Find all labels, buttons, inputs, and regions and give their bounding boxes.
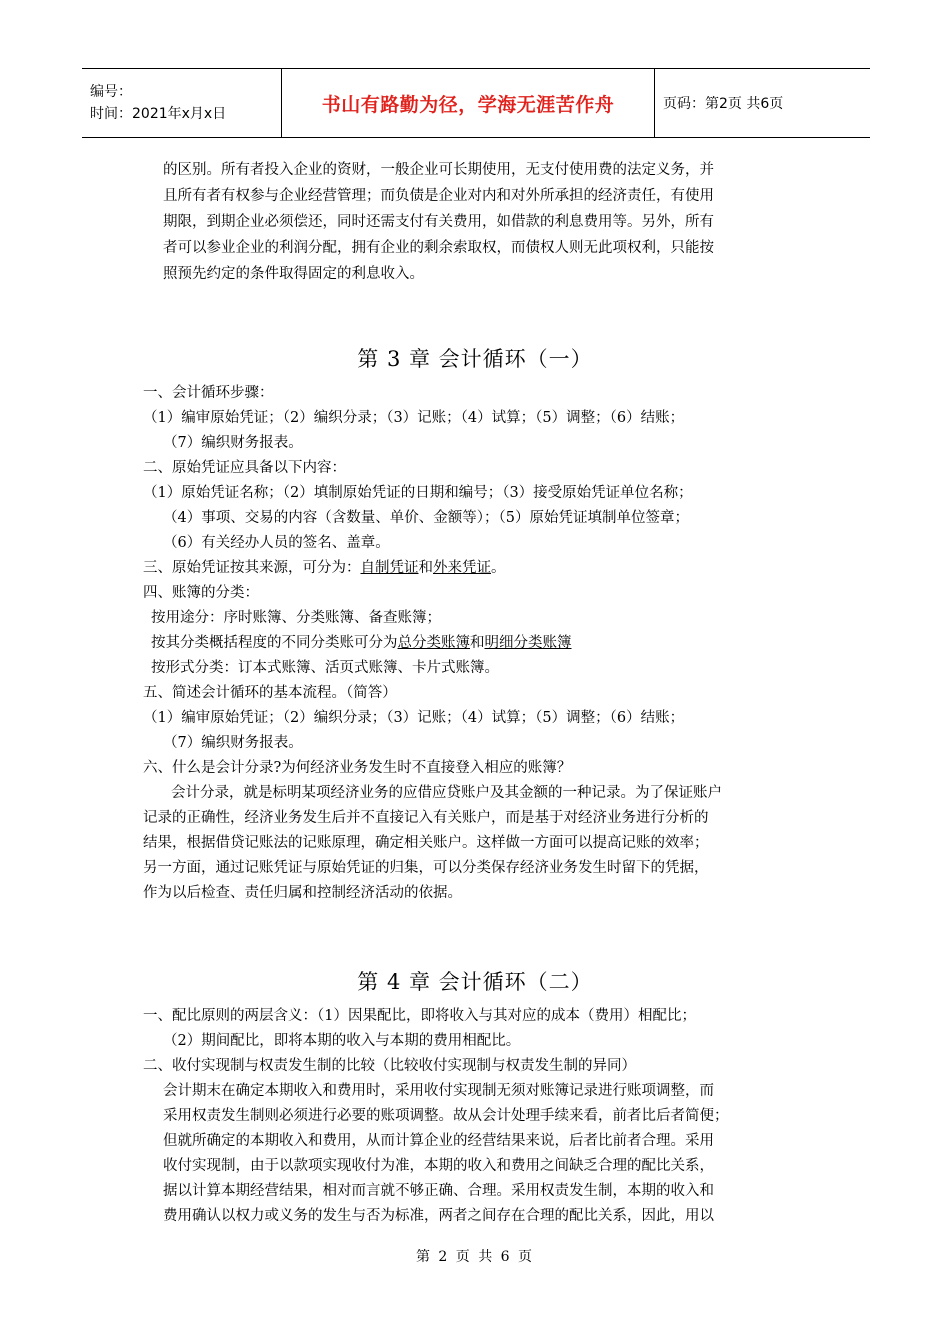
ch4-heading-2: 二、收付实现制与权责发生制的比较（比较收付实现制与权责发生制的异同）	[143, 1058, 636, 1074]
ch3-l11-and: 和	[470, 635, 485, 651]
ch3-heading-5: 五、简述会计循环的基本流程。（简答）	[143, 685, 397, 701]
intro-line: 者可以参业企业的利润分配，拥有企业的剩余索取权，而债权人则无此项权利，只能按	[163, 240, 714, 256]
ch4-line: （2）期间配比，即将本期的收入与本期的费用相配比。	[163, 1033, 521, 1049]
ch4-heading-1: 一、配比原则的两层含义：（1）因果配比，即将收入与其对应的成本（费用）相配比；	[143, 1008, 696, 1024]
ch3-heading-4: 四、账簿的分类：	[143, 585, 259, 601]
ch3-para-line: 结果，根据借贷记账法的记账原理，确定相关账户。这样做一方面可以提高记账的效率；	[143, 835, 709, 851]
intro-line: 且所有者有权参与企业经营管理；而负债是企业对内和对外所承担的经济责任，有使用	[163, 188, 714, 204]
ch3-l8-and: 和	[418, 560, 433, 576]
chapter-4-title: 第 4 章 会计循环（二）	[357, 970, 593, 994]
ch3-para-line: 另一方面，通过记账凭证与原始凭证的归集，可以分类保存经济业务发生时留下的凭据，	[143, 860, 709, 876]
motto: 书山有路勤为径，学海无涯苦作舟	[321, 93, 615, 116]
ch3-line: （7）编织财务报表。	[163, 735, 303, 751]
ch3-l11-text: 按其分类概括程度的不同分类账可分为	[151, 635, 398, 651]
ch4-para-line: 会计期末在确定本期收入和费用时，采用收付实现制无须对账簿记录进行账项调整，而	[163, 1083, 714, 1099]
header-motto-cell	[282, 69, 655, 137]
ch3-line: （4）事项、交易的内容（含数量、单价、金额等）；（5）原始凭证填制单位签章；	[163, 510, 689, 526]
ch4-para-line: 据以计算本期经营结果，相对而言就不够正确、合理。采用权责发生制，本期的收入和	[163, 1183, 714, 1199]
ch3-line	[151, 631, 572, 656]
date-label: 时间：2021年x月x日	[90, 106, 227, 122]
page-header	[82, 68, 870, 138]
intro-line: 照预先约定的条件取得固定的利息收入。	[163, 266, 424, 282]
ch3-para-line: 会计分录，就是标明某项经济业务的应借应贷账户及其金额的一种记录。为了保证账户	[171, 785, 722, 801]
ch3-l8-text: 三、原始凭证按其来源，可分为：	[143, 560, 361, 576]
ch3-heading-1: 一、会计循环步骤：	[143, 385, 274, 401]
ch3-heading-3	[143, 556, 506, 581]
ch3-para-line: 记录的正确性，经济业务发生后并不直接记入有关账户，而是基于对经济业务进行分析的	[143, 810, 709, 826]
ch3-line: （7）编织财务报表。	[163, 435, 303, 451]
number-label: 编号：	[90, 84, 132, 100]
page-footer: 第 2 页 共 6 页	[415, 1249, 535, 1265]
ch3-heading-6: 六、什么是会计分录?为何经济业务发生时不直接登入相应的账簿？	[143, 760, 572, 776]
header-meta	[82, 69, 282, 137]
ch3-para-line: 作为以后检查、责任归属和控制经济活动的依据。	[143, 885, 462, 901]
ch3-line: （1）原始凭证名称；（2）填制原始凭证的日期和编号；（3）接受原始凭证单位名称；	[143, 485, 693, 501]
ch3-line: 按用途分：序时账簿、分类账簿、备查账簿；	[151, 610, 441, 626]
ch4-para-line: 但就所确定的本期收入和费用，从而计算企业的经营结果来说，后者比前者合理。采用	[163, 1133, 714, 1149]
ch4-para-line: 费用确认以权力或义务的发生与否为标准，两者之间存在合理的配比关系，因此，用以	[163, 1208, 714, 1224]
ch4-para-line: 收付实现制，由于以款项实现收付为准，本期的收入和费用之间缺乏合理的配比关系，	[163, 1158, 714, 1174]
ch3-line: （1）编审原始凭证；（2）编织分录；（3）记账；（4）试算；（5）调整；（6）结账；	[143, 710, 685, 726]
ch3-heading-2: 二、原始凭证应具备以下内容：	[143, 460, 346, 476]
subsidiary-ledger-term: 明细分类账簿	[484, 635, 572, 651]
ch3-line: （6）有关经办人员的签名、盖章。	[163, 535, 390, 551]
header-page-cell	[655, 69, 870, 137]
ch4-para-line: 采用权责发生制则必须进行必要的账项调整。故从会计处理手续来看，前者比后者简便；	[163, 1108, 729, 1124]
intro-line: 期限，到期企业必须偿还，同时还需支付有关费用，如借款的利息费用等。另外，所有	[163, 214, 714, 230]
ch3-line: 按形式分类：订本式账簿、活页式账簿、卡片式账簿。	[151, 660, 499, 676]
chapter-3-title: 第 3 章 会计循环（一）	[357, 347, 593, 371]
ch3-l8-end: 。	[491, 560, 506, 576]
intro-line: 的区别。所有者投入企业的资财，一般企业可长期使用，无支付使用费的法定义务，并	[163, 162, 714, 178]
general-ledger-term: 总分类账簿	[397, 635, 470, 651]
ch3-line: （1）编审原始凭证；（2）编织分录；（3）记账；（4）试算；（5）调整；（6）结账；	[143, 410, 685, 426]
external-voucher-term: 外来凭证	[433, 560, 491, 576]
self-made-voucher-term: 自制凭证	[360, 560, 419, 576]
page-label: 页码：第2页 共6页	[663, 96, 784, 112]
